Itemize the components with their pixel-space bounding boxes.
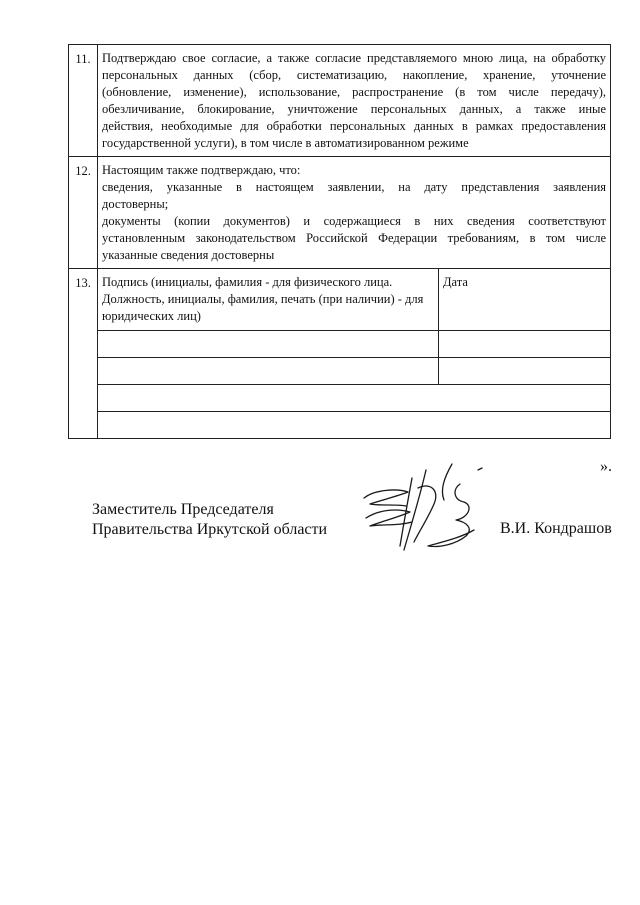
confirmation-line: документы (копии документов) и содержащиеся в них сведения соответствуют bbox=[102, 214, 607, 228]
date-field[interactable] bbox=[439, 358, 611, 385]
handwritten-signature bbox=[356, 460, 496, 556]
date-field[interactable] bbox=[439, 331, 611, 358]
blank-row bbox=[69, 331, 611, 358]
signature-field[interactable] bbox=[98, 358, 439, 385]
consent-line: персональных данных (сбор, систематизацию, накопление, хранение, уточнение bbox=[102, 68, 607, 82]
table-row-13 bbox=[69, 269, 611, 331]
blank-row bbox=[69, 412, 611, 439]
blank-field[interactable] bbox=[98, 385, 611, 412]
signature-label: Подпись (инициалы, фамилия - для физического лица. Должность, инициалы, фамилия, печать (при наличии) - для юридических лиц) bbox=[98, 269, 439, 331]
consent-line: обезличивание, блокирование, уничтожение персональных данных, а также иные bbox=[102, 102, 607, 116]
consent-line: Подтверждаю свое согласие, а также согласие представляемого мною лица, на обработку bbox=[102, 51, 607, 65]
row-number: 13. bbox=[69, 269, 98, 439]
confirmation-line: достоверны; bbox=[102, 197, 169, 211]
confirmation-text bbox=[98, 157, 611, 269]
row-number: 12. bbox=[69, 157, 98, 269]
signatory-position bbox=[92, 500, 327, 540]
position-line: Заместитель Председателя bbox=[92, 501, 274, 518]
consent-line: государственной услуги), в том числе в автоматизированном режиме bbox=[102, 136, 469, 150]
signature-field[interactable] bbox=[98, 331, 439, 358]
closing-quote: ». bbox=[600, 458, 612, 475]
consent-line: действия, необходимые для обработки персональных данных в рамках предоставления bbox=[102, 119, 607, 133]
application-form-table bbox=[68, 44, 611, 439]
table-row-11 bbox=[69, 45, 611, 157]
blank-field[interactable] bbox=[98, 412, 611, 439]
confirmation-line: установленным законодательством Российской Федерации требованиям, в том числе bbox=[102, 231, 607, 245]
blank-row bbox=[69, 385, 611, 412]
signatory-name: В.И. Кондрашов bbox=[500, 520, 612, 537]
confirmation-line: Настоящим также подтверждаю, что: bbox=[102, 163, 301, 177]
table-row-12 bbox=[69, 157, 611, 269]
row-number: 11. bbox=[69, 45, 98, 157]
confirmation-line: указанные сведения достоверны bbox=[102, 248, 275, 262]
date-label: Дата bbox=[439, 269, 611, 331]
confirmation-line: сведения, указанные в настоящем заявлении, на дату представления заявления bbox=[102, 180, 607, 194]
consent-line: (обновление, изменение), использование, распространение (в том числе передачу), bbox=[102, 85, 607, 99]
consent-text bbox=[98, 45, 611, 157]
blank-row bbox=[69, 358, 611, 385]
position-line: Правительства Иркутской области bbox=[92, 521, 328, 538]
